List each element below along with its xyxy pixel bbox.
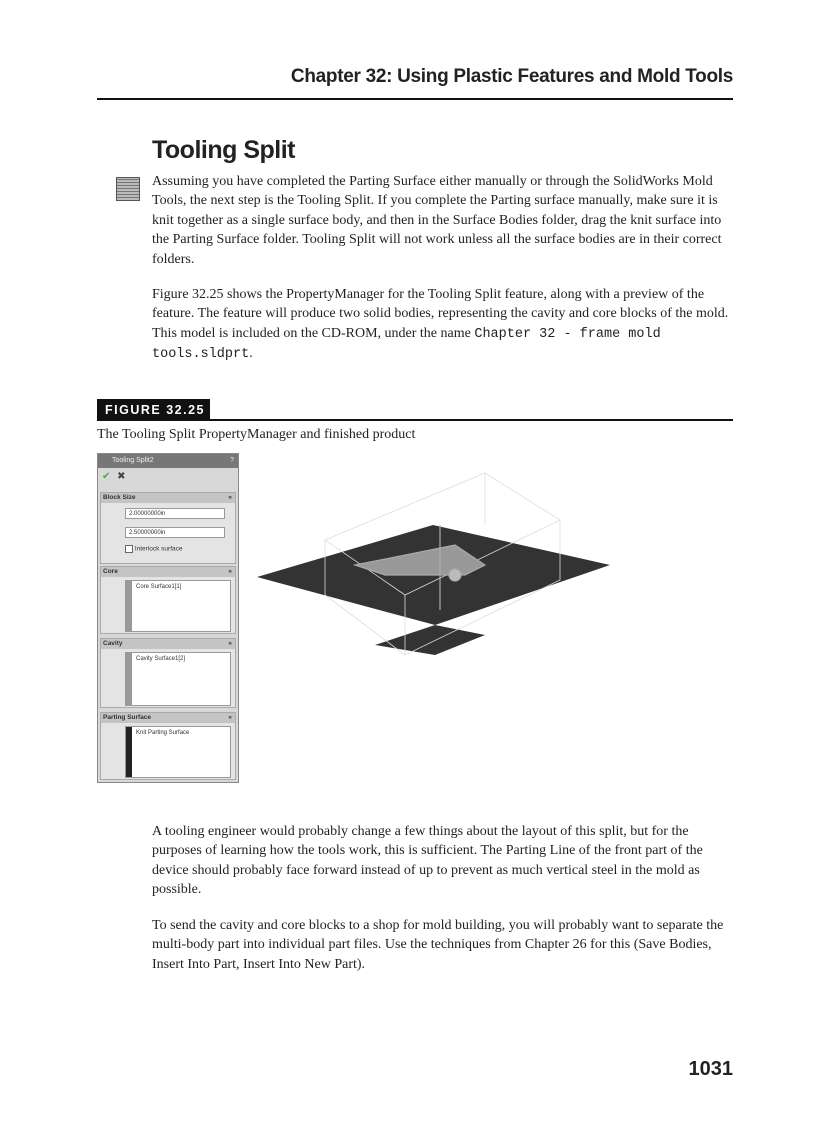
cavity-list[interactable]: Cavity Surface1[2] [125,652,231,706]
paragraph-3: A tooling engineer would probably change a few things about the layout of this split, but for the purposes of learning how the tools work, this is sufficient. The Parting Line of the front part of the device should probably face forward instead of up to prevent as much vertical steel in the mold as possible. [152,824,703,898]
block-size-header[interactable]: Block Size « [101,493,235,503]
cavity-section [100,638,236,708]
block-size-height-input[interactable]: 2.00000000in [125,508,225,519]
paragraph-2-text: Figure 32.25 shows the PropertyManager for the Tooling Split feature, along with a preview of the feature. The feature will produce two solid bodies, representing the cavity and core blocks of the mold. This model is included on the CD-ROM, under the name [152,287,729,341]
interlock-checkbox[interactable]: Interlock surface [125,545,183,553]
figure-label: FIGURE 32.25 [97,399,210,421]
paragraph-4: To send the cavity and core blocks to a shop for mold building, you will probably want to separate the multi-body part into individual part files. Use the techniques from Chapter 26 for this (Save Bodies, Insert Into Part, Insert Into New Part). [152,918,724,972]
parting-surface-header[interactable]: Parting Surface « [101,713,235,723]
paragraph-2-end: . [249,346,253,362]
collapse-icon[interactable]: « [228,640,232,647]
mold-preview-image [255,465,615,665]
page-number: 1031 [688,1058,733,1080]
ok-button[interactable]: ✔ [102,471,111,482]
filename-code: Chapter 32 - frame mold tools.sldprt [152,326,661,363]
new-feature-icon [116,177,140,201]
parting-surface-list[interactable]: Knit Parting Surface [125,726,231,778]
paragraph-1: Assuming you have completed the Parting Surface either manually or through the SolidWorks Mold Tools, the next step is the Tooling Split. If you complete the Parting surface manually, make sure it is knit together as a single surface body, and then in the Surface Bodies folder, drag the knit surface into the Parting Surface folder. Tooling Split will not work unless all the surface bodies are in their correct folders. [152,174,722,267]
cancel-button[interactable]: ✖ [117,471,126,482]
property-manager [97,453,239,783]
collapse-icon[interactable]: « [228,568,232,575]
help-button[interactable]: ? [230,457,234,464]
header-rule [97,98,733,100]
collapse-icon[interactable]: « [228,494,232,501]
figure-rule [210,419,733,421]
paragraph-2 [152,285,734,365]
chapter-header: Chapter 32: Using Plastic Features and Mold Tools [290,66,733,87]
block-size-section [100,492,236,564]
parting-surface-section [100,712,236,780]
figure-caption: The Tooling Split PropertyManager and finished product [97,427,416,442]
block-size-depth-input[interactable]: 2.50000000in [125,527,225,538]
pm-title-bar [98,454,238,468]
core-list[interactable]: Core Surface1[1] [125,580,231,632]
core-header[interactable]: Core « [101,567,235,577]
section-title: Tooling Split [152,136,295,164]
cavity-header[interactable]: Cavity « [101,639,235,649]
pm-title: Tooling Split2 [112,457,154,464]
collapse-icon[interactable]: « [228,714,232,721]
core-section [100,566,236,634]
